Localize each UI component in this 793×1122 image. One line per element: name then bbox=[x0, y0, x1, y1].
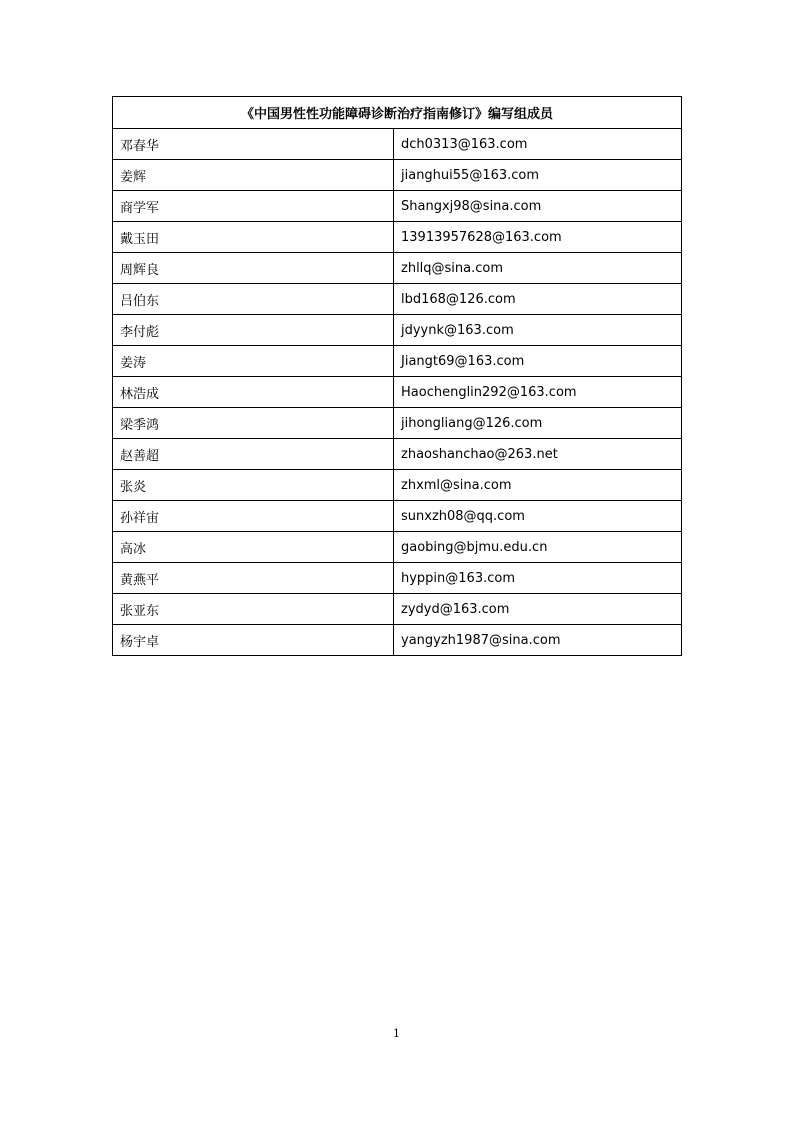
table-row bbox=[113, 315, 682, 346]
table-row bbox=[113, 439, 682, 470]
table-row bbox=[113, 222, 682, 253]
member-name: 张亚东 bbox=[113, 594, 394, 625]
members-body bbox=[113, 129, 682, 656]
table-row bbox=[113, 253, 682, 284]
member-email: jihongliang@126.com bbox=[394, 408, 682, 439]
table-row bbox=[113, 191, 682, 222]
member-email: hyppin@163.com bbox=[394, 563, 682, 594]
member-name: 周辉良 bbox=[113, 253, 394, 284]
members-table bbox=[112, 96, 682, 656]
table-row bbox=[113, 470, 682, 501]
table-row bbox=[113, 563, 682, 594]
member-email: 13913957628@163.com bbox=[394, 222, 682, 253]
member-email: jianghui55@163.com bbox=[394, 160, 682, 191]
member-email: dch0313@163.com bbox=[394, 129, 682, 160]
member-name: 林浩成 bbox=[113, 377, 394, 408]
member-email: zhaoshanchao@263.net bbox=[394, 439, 682, 470]
member-name: 姜涛 bbox=[113, 346, 394, 377]
member-email: gaobing@bjmu.edu.cn bbox=[394, 532, 682, 563]
member-email: lbd168@126.com bbox=[394, 284, 682, 315]
member-email: zhllq@sina.com bbox=[394, 253, 682, 284]
member-name: 李付彪 bbox=[113, 315, 394, 346]
member-email: sunxzh08@qq.com bbox=[394, 501, 682, 532]
member-email: zydyd@163.com bbox=[394, 594, 682, 625]
member-name: 赵善超 bbox=[113, 439, 394, 470]
member-name: 邓春华 bbox=[113, 129, 394, 160]
table-row bbox=[113, 284, 682, 315]
table-row bbox=[113, 408, 682, 439]
member-email: Shangxj98@sina.com bbox=[394, 191, 682, 222]
member-email: Haochenglin292@163.com bbox=[394, 377, 682, 408]
member-name: 杨宇卓 bbox=[113, 625, 394, 656]
table-header-row bbox=[113, 97, 682, 129]
table-row bbox=[113, 625, 682, 656]
member-name: 孙祥宙 bbox=[113, 501, 394, 532]
table-row bbox=[113, 594, 682, 625]
member-email: zhxml@sina.com bbox=[394, 470, 682, 501]
table-row bbox=[113, 501, 682, 532]
member-name: 戴玉田 bbox=[113, 222, 394, 253]
member-name: 吕伯东 bbox=[113, 284, 394, 315]
member-name: 黄燕平 bbox=[113, 563, 394, 594]
member-email: jdyynk@163.com bbox=[394, 315, 682, 346]
member-email: Jiangt69@163.com bbox=[394, 346, 682, 377]
table-title: 《中国男性性功能障碍诊断治疗指南修订》编写组成员 bbox=[113, 97, 682, 129]
table-row bbox=[113, 532, 682, 563]
table-row bbox=[113, 346, 682, 377]
member-name: 商学军 bbox=[113, 191, 394, 222]
member-email: yangyzh1987@sina.com bbox=[394, 625, 682, 656]
table-row bbox=[113, 129, 682, 160]
table-row bbox=[113, 160, 682, 191]
member-name: 高冰 bbox=[113, 532, 394, 563]
page-number: 1 bbox=[393, 1027, 400, 1040]
member-name: 姜辉 bbox=[113, 160, 394, 191]
member-name: 张炎 bbox=[113, 470, 394, 501]
member-name: 梁季鸿 bbox=[113, 408, 394, 439]
table-row bbox=[113, 377, 682, 408]
